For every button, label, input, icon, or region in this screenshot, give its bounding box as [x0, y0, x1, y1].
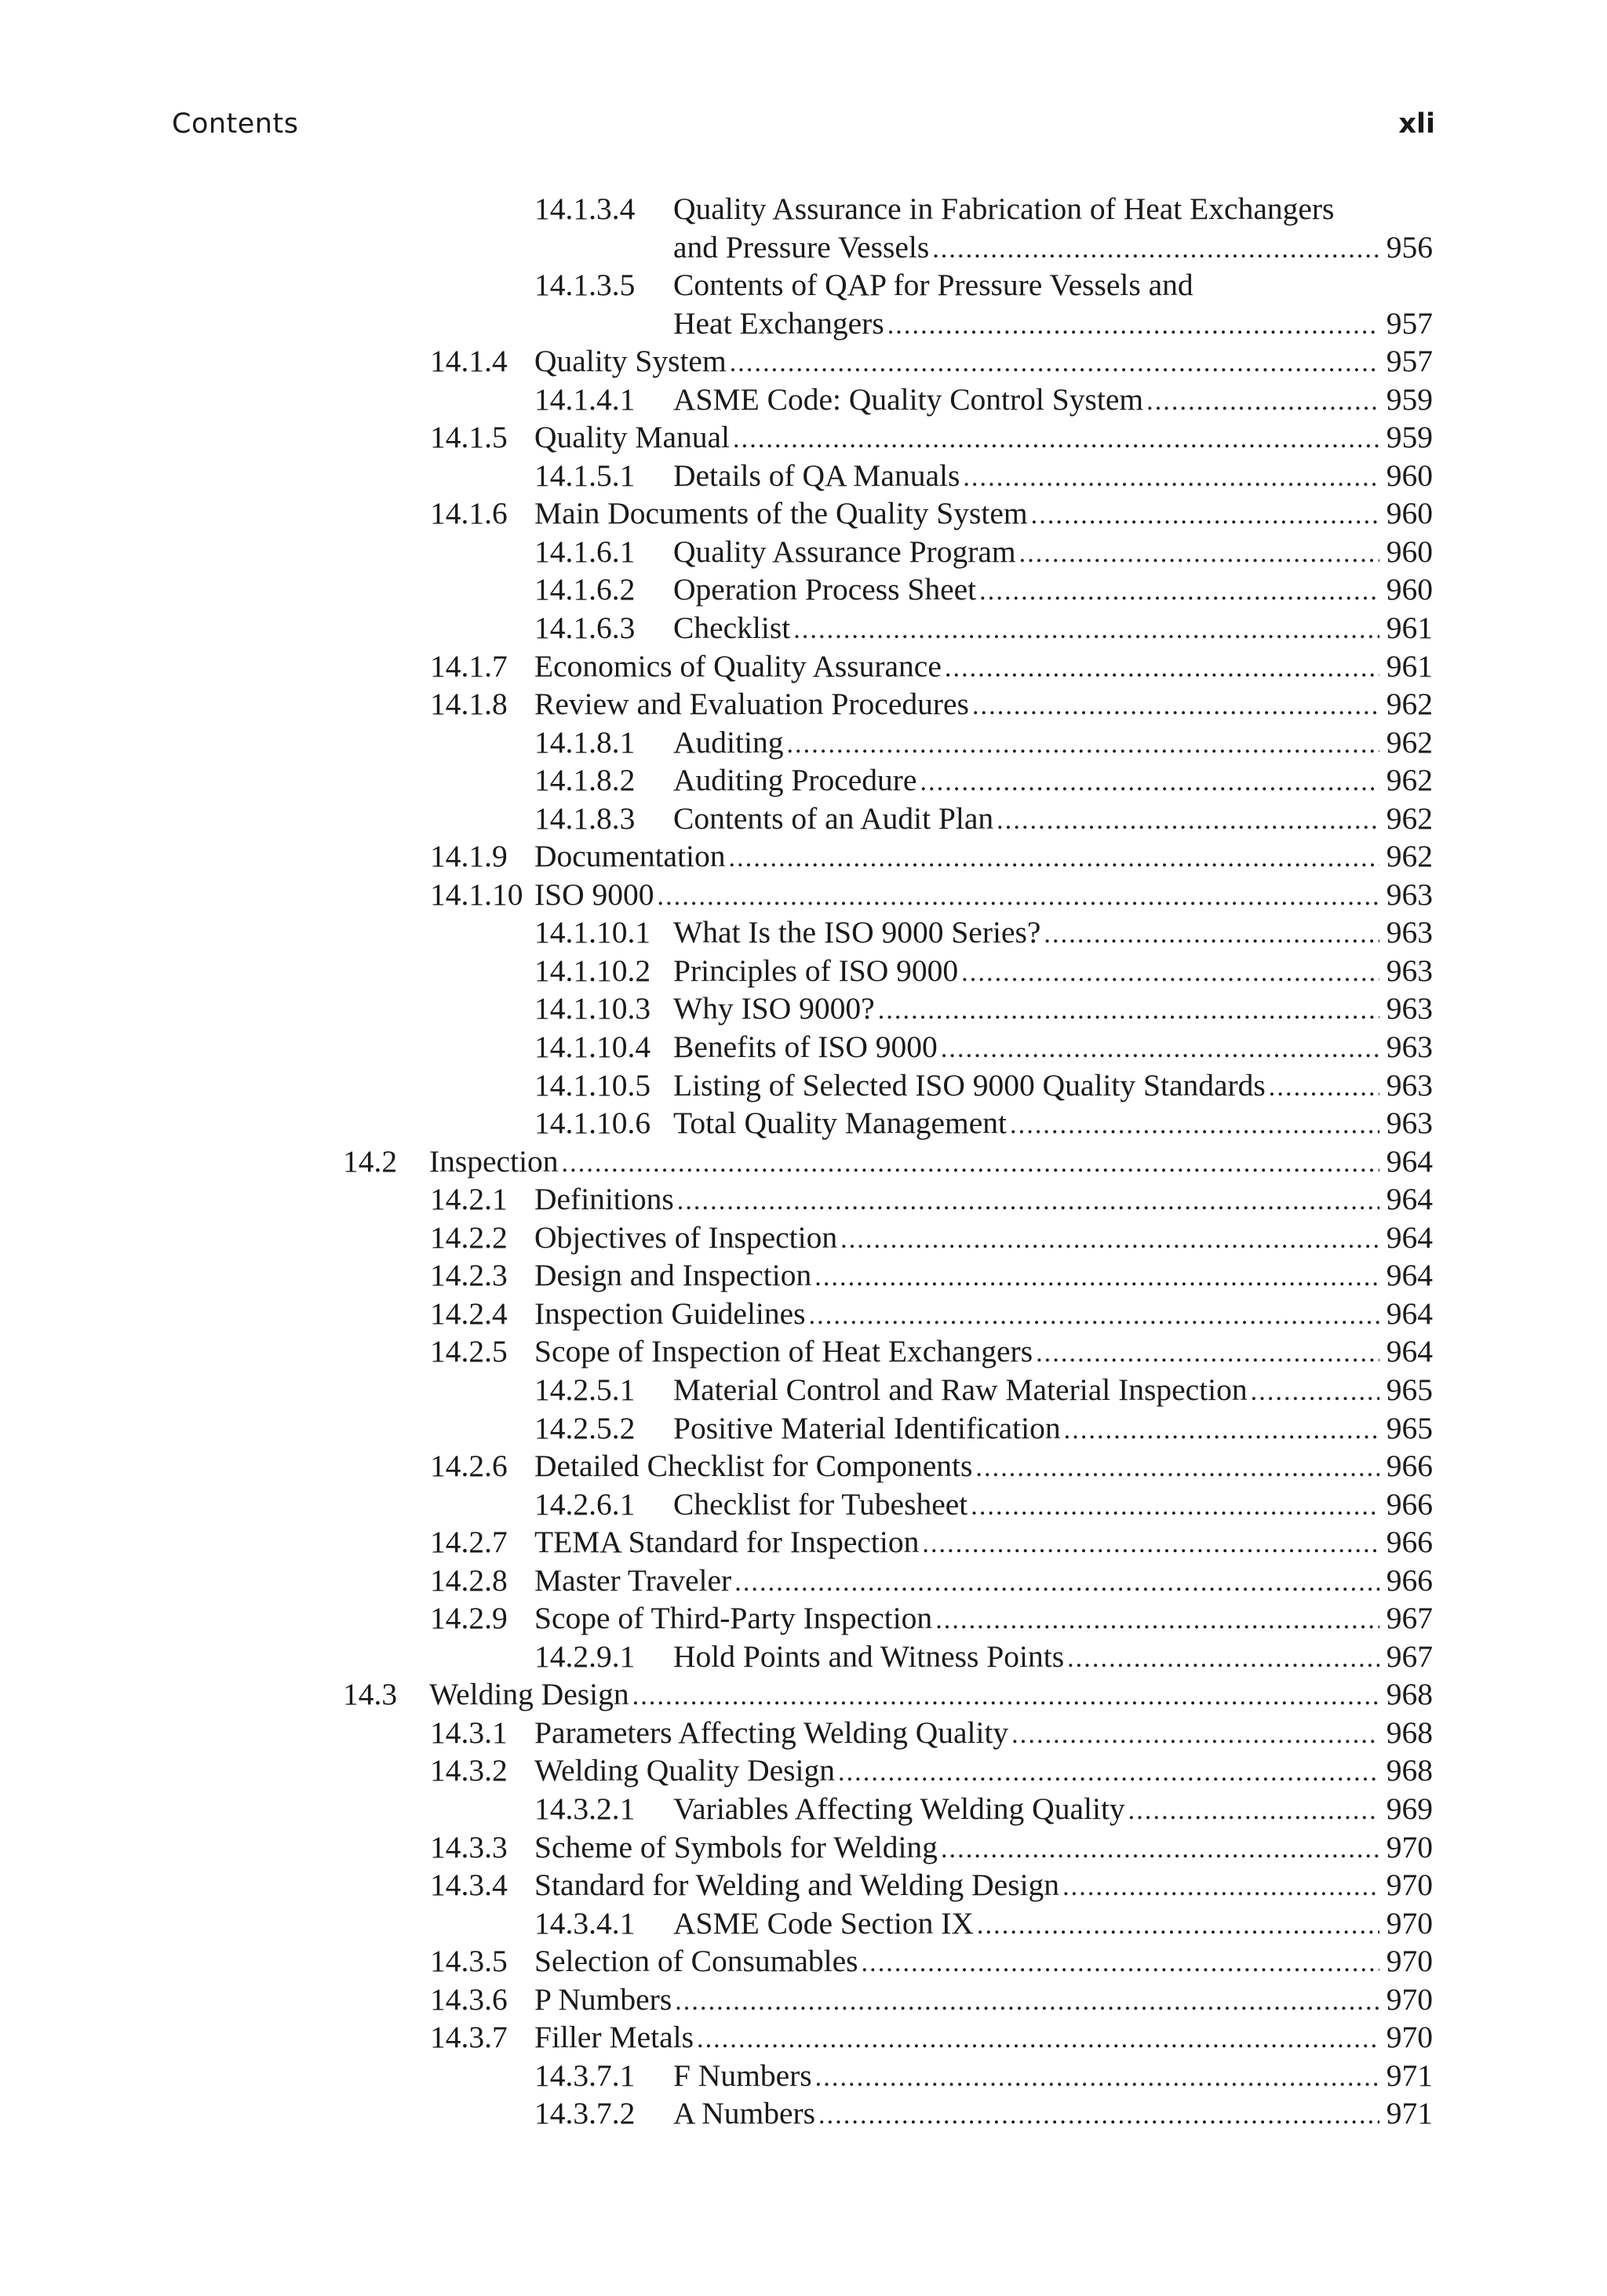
toc-entry-page: 960	[1386, 572, 1433, 607]
toc-entry-title: Scope of Inspection of Heat Exchangers	[534, 1334, 1033, 1369]
toc-entry-title: ASME Code: Quality Control System	[673, 381, 1144, 417]
toc-entry-number: 14.2.6	[430, 1449, 508, 1484]
toc-entry-page: 961	[1386, 648, 1433, 683]
toc-entry-title: Why ISO 9000?	[673, 991, 875, 1026]
toc-entry-number: 14.3.2.1	[534, 1791, 636, 1826]
toc-entry[interactable]	[0, 1104, 1607, 1143]
toc-entry-page: 963	[1386, 953, 1433, 988]
toc-entry[interactable]	[0, 190, 1607, 266]
toc-entry[interactable]	[0, 1866, 1607, 1904]
dot-leader	[838, 1754, 1379, 1792]
toc-entry-page: 965	[1386, 1372, 1433, 1407]
toc-entry-page: 966	[1386, 1486, 1433, 1522]
toc-entry-number: 14.1.3.5	[534, 268, 636, 303]
toc-entry[interactable]	[0, 533, 1607, 571]
toc-entry-title: Standard for Welding and Welding Design	[534, 1868, 1060, 1903]
toc-entry[interactable]	[0, 1028, 1607, 1066]
toc-entry-number: 14.3.1	[430, 1715, 508, 1750]
toc-entry[interactable]	[0, 1599, 1607, 1638]
toc-entry[interactable]	[0, 1256, 1607, 1295]
toc-entry-title: Selection of Consumables	[534, 1944, 858, 1979]
toc-entry-title: Hold Points and Witness Points	[673, 1638, 1065, 1674]
toc-entry-page: 962	[1386, 763, 1433, 798]
dot-leader	[562, 1145, 1379, 1183]
dot-leader	[1269, 1069, 1379, 1107]
toc-entry-number: 14.3.5	[430, 1944, 508, 1979]
toc-entry-title: Auditing	[673, 724, 784, 760]
toc-entry-title: Welding Design	[429, 1677, 629, 1712]
toc-entry-title: Scope of Third-Party Inspection	[534, 1601, 933, 1636]
toc-entry[interactable]	[0, 1066, 1607, 1105]
toc-entry-number: 14.3.7.2	[534, 2096, 636, 2131]
toc-entry-page: 968	[1386, 1715, 1433, 1750]
toc-entry-page: 964	[1386, 1143, 1433, 1179]
toc-entry-title: P Numbers	[534, 1981, 672, 2017]
toc-entry-page: 959	[1386, 381, 1433, 417]
dot-leader	[733, 421, 1379, 459]
toc-entry[interactable]	[0, 1371, 1607, 1409]
toc-entry-page: 960	[1386, 496, 1433, 531]
toc-entry[interactable]	[0, 570, 1607, 609]
toc-entry-number: 14.2	[343, 1143, 398, 1179]
toc-entry[interactable]	[0, 418, 1607, 457]
toc-entry-page: 965	[1386, 1410, 1433, 1445]
toc-entry[interactable]	[0, 685, 1607, 723]
toc-entry-number: 14.1.9	[430, 839, 508, 874]
running-head	[172, 108, 1435, 148]
toc-entry-number: 14.1.10.6	[534, 1106, 651, 1141]
toc-entry-title: Checklist for Tubesheet	[673, 1486, 968, 1522]
toc-entry[interactable]	[0, 1523, 1607, 1562]
toc-entry[interactable]	[0, 1675, 1607, 1714]
toc-entry-number: 14.2.6.1	[534, 1486, 636, 1522]
toc-entry-title: ASME Code Section IX	[673, 1905, 974, 1941]
toc-entry-title: Checklist	[673, 610, 791, 646]
toc-entry-page: 968	[1386, 1753, 1433, 1788]
toc-entry-number: 14.3.2	[430, 1753, 508, 1788]
toc-entry-title: TEMA Standard for Inspection	[534, 1525, 920, 1560]
toc-entry-number: 14.2.8	[430, 1562, 508, 1598]
toc-entry-page: 967	[1386, 1601, 1433, 1636]
toc-entry-page: 966	[1386, 1449, 1433, 1484]
dot-leader	[975, 1449, 1379, 1488]
toc-entry-page: 963	[1386, 1030, 1433, 1065]
dot-leader	[815, 2059, 1379, 2097]
toc-entry-title: Quality System	[534, 344, 727, 379]
toc-entry-number: 14.2.3	[430, 1258, 508, 1293]
dot-leader	[1128, 1792, 1379, 1831]
dot-leader	[1010, 1106, 1379, 1145]
dot-leader	[814, 1259, 1379, 1297]
toc-entry-title: Auditing Procedure	[673, 763, 917, 798]
dot-leader	[941, 1831, 1379, 1869]
toc-entry-page: 964	[1386, 1258, 1433, 1293]
dot-leader	[972, 687, 1379, 726]
toc-entry-page: 963	[1386, 915, 1433, 950]
toc-entry-title: Master Traveler	[534, 1562, 732, 1598]
toc-entry[interactable]	[0, 1828, 1607, 1867]
dot-leader	[1146, 383, 1379, 421]
toc-entry-title: Detailed Checklist for Components	[534, 1449, 973, 1484]
toc-entry-title: Operation Process Sheet	[673, 572, 977, 607]
toc-entry[interactable]	[0, 1981, 1607, 2019]
toc-entry-number: 14.1.6.2	[534, 572, 636, 607]
toc-entry-title: Inspection	[429, 1143, 559, 1179]
toc-entry-page: 971	[1386, 2057, 1433, 2093]
toc-entry-page: 966	[1386, 1562, 1433, 1598]
toc-entry-title: What Is the ISO 9000 Series?	[673, 915, 1041, 950]
toc-entry-title: Design and Inspection	[534, 1258, 812, 1293]
dot-leader	[1044, 916, 1379, 954]
toc-entry[interactable]	[0, 761, 1607, 800]
toc-entry-number: 14.1.8.1	[534, 724, 636, 760]
toc-entry-title: Quality Manual	[534, 420, 731, 455]
dot-leader	[945, 650, 1379, 688]
toc-entry-page: 960	[1386, 457, 1433, 493]
toc-entry-title: ISO 9000	[534, 876, 654, 912]
toc-entry-number: 14.2.4	[430, 1296, 508, 1331]
dot-leader	[971, 1488, 1379, 1526]
toc-entry-number: 14.1.3.4	[534, 191, 636, 226]
toc-entry-number: 14.3.6	[430, 1981, 508, 2017]
toc-entry-number: 14.2.5.2	[534, 1410, 636, 1445]
toc-entry-number: 14.1.10	[430, 876, 523, 912]
dot-leader	[1011, 1716, 1379, 1755]
toc-entry-title: Review and Evaluation Procedures	[534, 687, 969, 722]
dot-leader	[677, 1183, 1379, 1221]
toc-entry-page: 968	[1386, 1677, 1433, 1712]
running-head-section: Contents	[172, 108, 299, 140]
dot-leader	[878, 992, 1379, 1030]
toc-entry-title: Material Control and Raw Material Inspection	[673, 1372, 1248, 1407]
dot-leader	[977, 1907, 1379, 1945]
toc-entry[interactable]	[0, 647, 1607, 686]
toc-entry-page: 967	[1386, 1638, 1433, 1674]
dot-leader	[979, 573, 1379, 611]
toc-entry[interactable]	[0, 989, 1607, 1028]
table-of-contents	[0, 190, 1607, 2133]
toc-entry-page: 970	[1386, 1944, 1433, 1979]
toc-entry-page: 963	[1386, 1067, 1433, 1102]
toc-entry[interactable]	[0, 952, 1607, 990]
toc-entry[interactable]	[0, 2018, 1607, 2057]
toc-entry-title: Documentation	[534, 839, 726, 874]
dot-leader	[922, 1525, 1379, 1564]
toc-entry-page: 962	[1386, 800, 1433, 836]
toc-entry-page: 970	[1386, 1905, 1433, 1941]
toc-entry[interactable]	[0, 266, 1607, 342]
toc-entry-page: 962	[1386, 687, 1433, 722]
toc-entry-number: 14.2.9	[430, 1601, 508, 1636]
toc-entry-page: 960	[1386, 534, 1433, 569]
toc-entry-title-continued: Heat Exchangers	[673, 305, 884, 341]
toc-entry[interactable]	[0, 1485, 1607, 1524]
toc-entry-page: 956	[1386, 229, 1433, 264]
toc-entry-number: 14.1.5.1	[534, 457, 636, 493]
toc-entry-page: 957	[1386, 344, 1433, 379]
toc-entry-number: 14.3.7.1	[534, 2057, 636, 2093]
toc-entry-page: 964	[1386, 1182, 1433, 1217]
toc-entry-title: Benefits of ISO 9000	[673, 1030, 938, 1065]
dot-leader	[1019, 535, 1379, 574]
toc-entry-page: 970	[1386, 1981, 1433, 2017]
toc-entry[interactable]	[0, 913, 1607, 952]
toc-entry-page: 971	[1386, 2096, 1433, 2131]
toc-entry-number: 14.2.1	[430, 1182, 508, 1217]
dot-leader	[935, 1602, 1379, 1640]
toc-entry[interactable]	[0, 1295, 1607, 1333]
dot-leader	[961, 954, 1379, 993]
toc-entry-number: 14.1.6.1	[534, 534, 636, 569]
dot-leader	[1031, 497, 1379, 535]
toc-entry-page: 970	[1386, 1829, 1433, 1864]
toc-entry[interactable]	[0, 1904, 1607, 1943]
dot-leader	[862, 1944, 1380, 1983]
toc-entry-title-continued: and Pressure Vessels	[673, 229, 930, 264]
toc-entry-page: 961	[1386, 610, 1433, 646]
toc-entry[interactable]	[0, 1714, 1607, 1752]
toc-entry[interactable]	[0, 457, 1607, 495]
dot-leader	[1062, 1868, 1379, 1907]
dot-leader	[793, 611, 1379, 650]
toc-entry-title: Definitions	[534, 1182, 674, 1217]
toc-entry-number: 14.1.6.3	[534, 610, 636, 646]
dot-leader	[887, 307, 1379, 345]
toc-entry-title: Quality Assurance Program	[673, 534, 1016, 569]
toc-entry-number: 14.1.6	[430, 496, 508, 531]
dot-leader	[729, 840, 1379, 878]
toc-entry-number: 14.1.10.3	[534, 991, 651, 1026]
toc-entry-title: Main Documents of the Quality System	[534, 496, 1028, 531]
dot-leader	[632, 1678, 1379, 1716]
toc-entry[interactable]	[0, 1332, 1607, 1371]
toc-entry[interactable]	[0, 1219, 1607, 1257]
toc-entry-number: 14.1.10.4	[534, 1030, 651, 1065]
toc-entry-number: 14.2.5	[430, 1334, 508, 1369]
toc-entry-title: Contents of QAP for Pressure Vessels and	[673, 268, 1193, 303]
toc-entry-title: Details of QA Manuals	[673, 457, 960, 493]
toc-entry[interactable]	[0, 1143, 1607, 1181]
dot-leader	[809, 1297, 1379, 1336]
toc-entry[interactable]	[0, 342, 1607, 381]
dot-leader	[840, 1221, 1379, 1259]
toc-entry[interactable]	[0, 876, 1607, 914]
toc-entry-page: 962	[1386, 839, 1433, 874]
toc-entry-page: 963	[1386, 991, 1433, 1026]
toc-entry-number: 14.1.10.5	[534, 1067, 651, 1102]
toc-entry[interactable]	[0, 1447, 1607, 1485]
toc-entry-page: 970	[1386, 2020, 1433, 2055]
toc-entry-page: 964	[1386, 1219, 1433, 1255]
toc-entry-page: 969	[1386, 1791, 1433, 1826]
dot-leader	[786, 726, 1379, 764]
toc-entry-title: Variables Affecting Welding Quality	[673, 1791, 1125, 1826]
toc-entry[interactable]	[0, 2057, 1607, 2095]
toc-entry-number: 14.2.2	[430, 1219, 508, 1255]
dot-leader	[941, 1030, 1379, 1069]
dot-leader	[920, 764, 1379, 802]
toc-entry[interactable]	[0, 800, 1607, 838]
dot-leader	[997, 802, 1379, 840]
toc-entry-page: 964	[1386, 1296, 1433, 1331]
toc-entry-page: 964	[1386, 1334, 1433, 1369]
dot-leader	[1251, 1373, 1379, 1412]
toc-entry-title: Total Quality Management	[673, 1106, 1008, 1141]
toc-entry-page: 966	[1386, 1525, 1433, 1560]
toc-entry[interactable]	[0, 1180, 1607, 1219]
toc-entry[interactable]	[0, 1751, 1607, 1790]
toc-entry-number: 14.3.4	[430, 1868, 508, 1903]
toc-entry-title: Welding Quality Design	[534, 1753, 835, 1788]
toc-entry[interactable]	[0, 837, 1607, 876]
toc-entry-number: 14.3.3	[430, 1829, 508, 1864]
dot-leader	[675, 1983, 1379, 2021]
toc-entry-title: F Numbers	[673, 2057, 812, 2093]
toc-entry[interactable]	[0, 1409, 1607, 1448]
toc-entry-number: 14.1.8	[430, 687, 508, 722]
toc-entry-title: Scheme of Symbols for Welding	[534, 1829, 938, 1864]
toc-entry[interactable]	[0, 1942, 1607, 1981]
page-number: xli	[1398, 108, 1435, 140]
dot-leader	[730, 344, 1379, 383]
toc-entry[interactable]	[0, 381, 1607, 419]
toc-entry-page: 963	[1386, 876, 1433, 912]
toc-entry-number: 14.1.4.1	[534, 381, 636, 417]
toc-entry-title: Quality Assurance in Fabrication of Heat Exchangers	[673, 191, 1335, 226]
toc-entry-title: Principles of ISO 9000	[673, 953, 959, 988]
toc-entry-title: Parameters Affecting Welding Quality	[534, 1715, 1009, 1750]
toc-entry[interactable]	[0, 494, 1607, 533]
toc-entry-number: 14.3.4.1	[534, 1905, 636, 1941]
dot-leader	[932, 231, 1379, 269]
toc-entry[interactable]	[0, 2094, 1607, 2133]
toc-entry-title: A Numbers	[673, 2096, 816, 2131]
dot-leader	[658, 878, 1379, 917]
toc-entry-page: 963	[1386, 1106, 1433, 1141]
toc-entry-page: 962	[1386, 724, 1433, 760]
dot-leader	[963, 459, 1379, 497]
dot-leader	[1067, 1640, 1379, 1678]
toc-entry-title: Objectives of Inspection	[534, 1219, 838, 1255]
toc-entry[interactable]	[0, 609, 1607, 647]
toc-entry-title: Positive Material Identification	[673, 1410, 1061, 1445]
toc-entry-number: 14.2.9.1	[534, 1638, 636, 1674]
toc-entry-page: 959	[1386, 420, 1433, 455]
toc-entry[interactable]	[0, 1562, 1607, 1600]
toc-entry-title: Contents of an Audit Plan	[673, 800, 994, 836]
toc-entry-title: Economics of Quality Assurance	[534, 648, 942, 683]
toc-entry-title: Inspection Guidelines	[534, 1296, 806, 1331]
toc-entry-number: 14.2.5.1	[534, 1372, 636, 1407]
toc-entry-number: 14.1.7	[430, 648, 508, 683]
toc-entry-number: 14.1.10.2	[534, 953, 651, 988]
toc-entry-number: 14.1.5	[430, 420, 508, 455]
toc-entry[interactable]	[0, 1790, 1607, 1828]
dot-leader	[697, 2021, 1379, 2059]
dot-leader	[734, 1564, 1379, 1602]
toc-entry[interactable]	[0, 723, 1607, 762]
dot-leader	[1036, 1335, 1379, 1373]
toc-entry-page: 970	[1386, 1868, 1433, 1903]
toc-entry[interactable]	[0, 1638, 1607, 1676]
toc-entry-number: 14.1.10.1	[534, 915, 651, 950]
toc-entry-number: 14.1.8.3	[534, 800, 636, 836]
toc-entry-title: Filler Metals	[534, 2020, 694, 2055]
toc-entry-page: 957	[1386, 305, 1433, 341]
toc-entry-number: 14.3	[343, 1677, 398, 1712]
dot-leader	[818, 2097, 1379, 2135]
toc-entry-number: 14.1.4	[430, 344, 508, 379]
toc-entry-number: 14.3.7	[430, 2020, 508, 2055]
toc-entry-title: Listing of Selected ISO 9000 Quality Standards	[673, 1067, 1266, 1102]
toc-entry-number: 14.1.8.2	[534, 763, 636, 798]
toc-entry-number: 14.2.7	[430, 1525, 508, 1560]
dot-leader	[1064, 1412, 1379, 1450]
